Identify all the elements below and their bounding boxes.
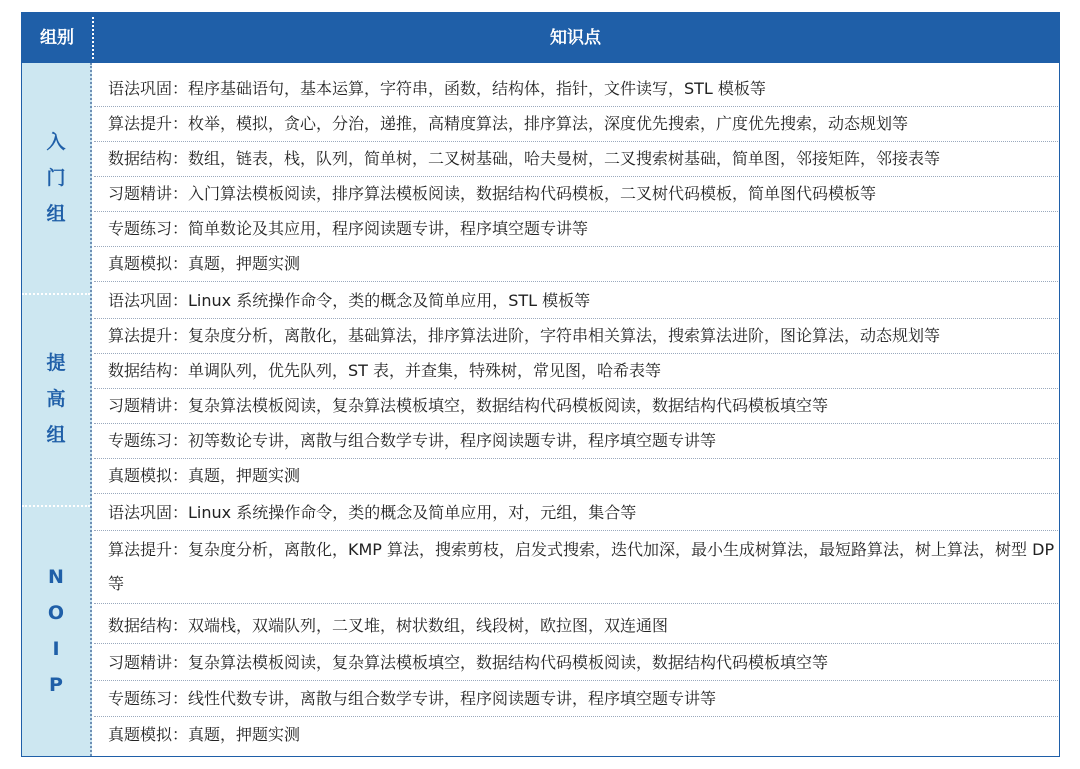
list-item: 语法巩固：程序基础语句，基本运算，字符串，函数，结构体，指针，文件读写，STL 模板等: [108, 79, 766, 98]
row-divider: [94, 281, 1058, 282]
list-item: 专题练习：简单数论及其应用，程序阅读题专讲，程序填空题专讲等: [108, 219, 589, 238]
header-knowledge: 知识点: [550, 28, 601, 48]
list-item: 真题模拟：真题，押题实测: [108, 254, 301, 273]
row-divider: [94, 643, 1058, 644]
group-char: 提: [46, 352, 66, 374]
group-char: N: [48, 565, 64, 588]
row-divider: [94, 493, 1058, 494]
row-divider: [94, 603, 1058, 604]
list-item: 真题模拟：真题，押题实测: [108, 466, 301, 485]
group-char: P: [49, 673, 63, 696]
curriculum-table: [21, 12, 1060, 757]
row-divider: [94, 530, 1058, 531]
group-char: 组: [46, 203, 66, 225]
list-item: 算法提升：复杂度分析，离散化，基础算法，排序算法进阶，字符串相关算法，搜索算法进阶，图论算法，动态规划等: [108, 326, 941, 345]
list-item: 数据结构：数组，链表，栈，队列，简单树，二叉树基础，哈夫曼树，二叉搜索树基础，简单图，邻接矩阵，邻接表等: [108, 149, 941, 168]
list-item: 数据结构：双端栈，双端队列，二叉堆，树状数组，线段树，欧拉图，双连通图: [108, 616, 669, 635]
list-item: 语法巩固：Linux 系统操作命令，类的概念及简单应用，对，元组，集合等: [108, 503, 637, 522]
group-char: 门: [46, 167, 66, 189]
list-item: 算法提升：枚举，模拟，贪心，分治，递推，高精度算法，排序算法，深度优先搜索，广度优先搜索，动态规划等: [108, 114, 909, 133]
list-item: 专题练习：线性代数专讲，离散与组合数学专讲，程序阅读题专讲，程序填空题专讲等: [108, 689, 717, 708]
list-item: 习题精讲：复杂算法模板阅读，复杂算法模板填空，数据结构代码模板阅读，数据结构代码模板填空等: [108, 653, 829, 672]
header-group: 组别: [40, 28, 74, 48]
table-header: [22, 13, 1059, 63]
list-item: 习题精讲：复杂算法模板阅读，复杂算法模板填空，数据结构代码模板阅读，数据结构代码模板填空等: [108, 396, 829, 415]
group-char: 组: [46, 424, 66, 446]
group-noip: [22, 505, 90, 756]
list-item: 真题模拟：真题，押题实测: [108, 725, 301, 744]
group-advanced: [22, 293, 90, 505]
group-char: I: [52, 637, 60, 660]
list-item: 习题精讲：入门算法模板阅读，排序算法模板阅读，数据结构代码模板，二叉树代码模板，简单图代码模板等: [108, 184, 877, 203]
group-char: O: [47, 601, 65, 624]
group-beginner: [22, 63, 90, 293]
list-item: 数据结构：单调队列，优先队列，ST 表，并查集，特殊树，常见图，哈希表等: [108, 361, 662, 380]
list-item: 算法提升：复杂度分析，离散化，KMP 算法，搜索剪枝，启发式搜索，迭代加深，最小生成树算法，最短路算法，树上算法，树型 DP 等: [108, 540, 1055, 593]
group-column: [22, 63, 92, 756]
group-char: 高: [46, 388, 66, 410]
group-char: 入: [46, 131, 66, 153]
list-item: 专题练习：初等数论专讲，离散与组合数学专讲，程序阅读题专讲，程序填空题专讲等: [108, 431, 717, 450]
list-item: 语法巩固：Linux 系统操作命令，类的概念及简单应用，STL 模板等: [108, 291, 591, 310]
